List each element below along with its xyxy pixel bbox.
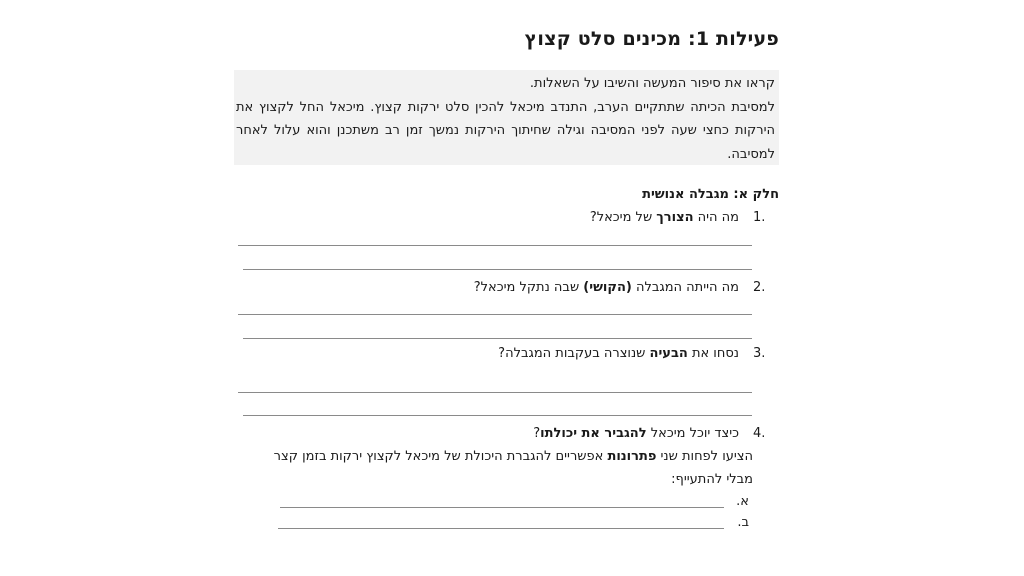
answer-line[interactable] [243, 338, 752, 339]
question-number: 3. [753, 346, 766, 361]
answer-line[interactable] [243, 269, 752, 270]
answer-line[interactable] [243, 415, 752, 416]
question-number: 4. [753, 426, 766, 441]
question-3 [498, 346, 779, 361]
worksheet-page [234, 0, 779, 576]
section-title: חלק א: מגבלה אנושית [642, 187, 779, 202]
question-text: מה הייתה המגבלה (הקושי) שבה נתקל מיכאל? [473, 280, 739, 295]
question-4 [533, 426, 779, 441]
question-text: כיצד יוכל מיכאל להגביר את יכולתו? [533, 426, 739, 441]
intro-box [234, 70, 779, 165]
question-text: נסחו את הבעיה שנוצרה בעקבות המגבלה? [498, 346, 739, 361]
solution-answer-line-a[interactable] [280, 507, 724, 508]
intro-instruction: קראו את סיפור המעשה והשיבו על השאלות. [529, 76, 775, 91]
question-number: 1. [753, 210, 766, 225]
question-text: מה היה הצורך של מיכאל? [589, 210, 739, 225]
page-title: פעילות 1: מכינים סלט קצוץ [524, 28, 779, 50]
solution-label-b: ב. [737, 515, 749, 530]
question-2 [474, 280, 779, 295]
question-1 [590, 210, 779, 225]
question-4-instructions: הציעו לפחות שני פתרונות אפשריים להגברת היכולת של מיכאל לקצוץ ירקות בזמן קצר מבלי להתעייף: [273, 449, 753, 487]
question-number: 2. [753, 280, 766, 295]
intro-story: למסיבת הכיתה שתתקיים הערב, התנדב מיכאל להכין סלט ירקות קצוץ. מיכאל החל לקצוץ את הירקות כחצי שעה לפני המסיבה וגילה שחיתוך הירקות נמשך זמן רב משתכנן והוא עלול לאחר למסיבה. [236, 99, 775, 162]
answer-line[interactable] [238, 245, 752, 246]
solution-answer-line-b[interactable] [278, 528, 724, 529]
solution-label-a: א. [736, 494, 749, 509]
answer-line[interactable] [238, 392, 752, 393]
answer-line[interactable] [238, 314, 752, 315]
